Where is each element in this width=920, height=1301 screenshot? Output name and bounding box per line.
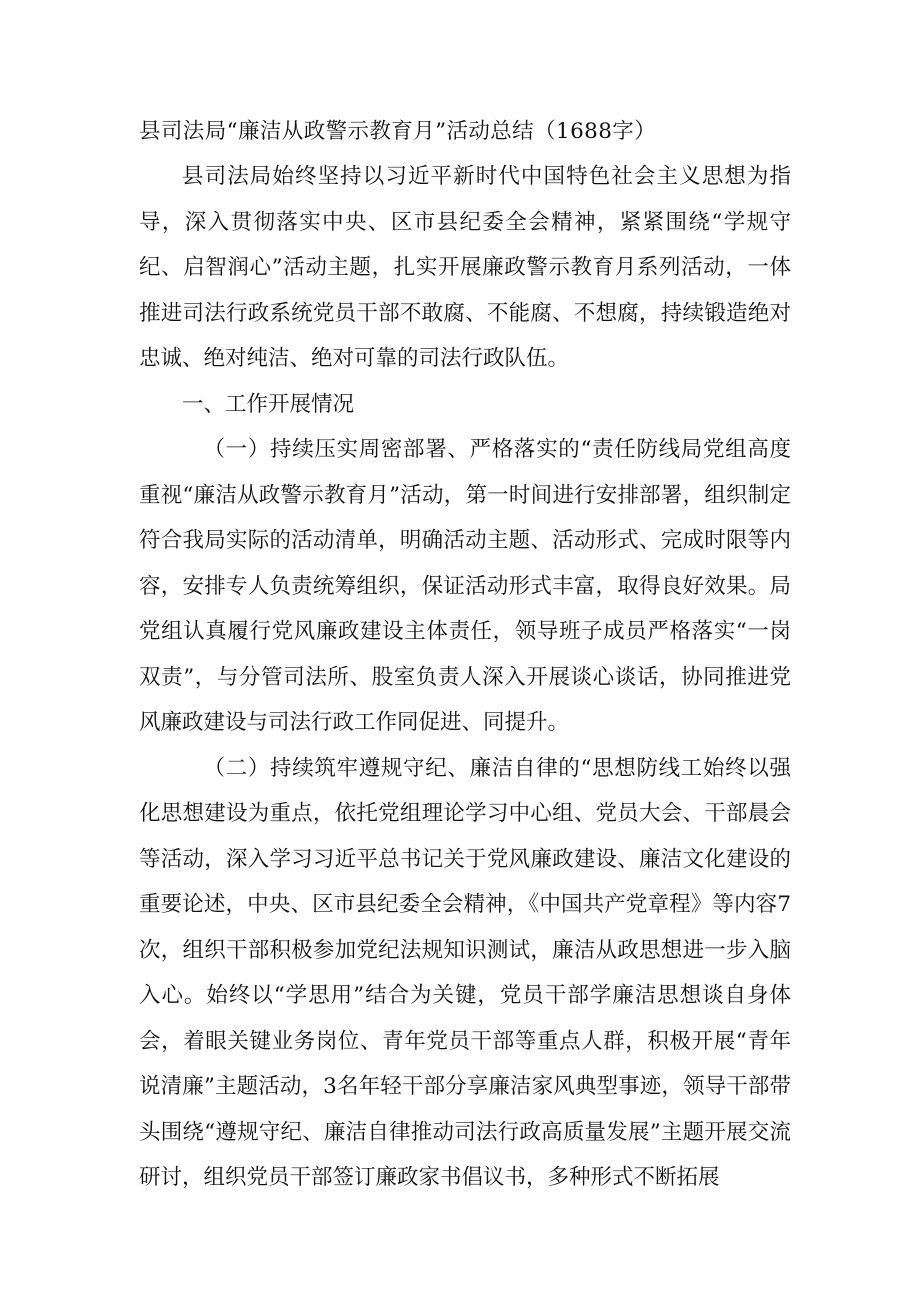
document-title: 县司法局“廉洁从政警示教育月”活动总结（1688字） xyxy=(139,119,657,144)
subsection-paragraph-2: （二）持续筑牢遵规守纪、廉洁自律的“思想防线工始终以强化思想建设为重点，依托党组理论学习中心组、党员大会、干部晨会等活动，深入学习习近平总书记关于党风廉政建设、廉洁文化建设的重要论述，中央、区市县纪委全会精神，《中国共产党章程》等内容7次，组织干部积极参加党纪法规知识测试，廉洁从政思想进一步入脑入心。始终以“学思用”结合为关键，党员干部学廉洁思想谈自身体会，着眼关键业务岗位、青年党员干部等重点人群，积极开展“青年说清廉”主题活动，3名年轻干部分享廉洁家风典型事迹，领导干部带头围绕“遵规守纪、廉洁自律推动司法行政高质量发展”主题开展交流研讨，组织党员干部签订廉政家书倡议书，多种形式不断拓展 xyxy=(139,755,791,1190)
document-body xyxy=(139,154,791,1201)
intro-paragraph: 县司法局始终坚持以习近平新时代中国特色社会主义思想为指导，深入贯彻落实中央、区市县纪委全会精神，紧紧围绕“学规守纪、启智润心”活动主题，扎实开展廉政警示教育月系列活动，一体推进司法行政系统党员干部不敢腐、不能腐、不想腐，持续锻造绝对忠诚、绝对纯洁、绝对可靠的司法行政队伍。 xyxy=(139,164,791,371)
subsection-paragraph-1: （一）持续压实周密部署、严格落实的“责任防线局党组高度重视“廉洁从政警示教育月”活动，第一时间进行安排部署，组织制定符合我局实际的活动清单，明确活动主题、活动形式、完成时限等内容，安排专人负责统筹组织，保证活动形式丰富，取得良好效果。局党组认真履行党风廉政建设主体责任，领导班子成员严格落实“一岗双责”，与分管司法所、股室负责人深入开展谈心谈话，协同推进党风廉政建设与司法行政工作同促进、同提升。 xyxy=(139,437,791,735)
section-heading-1: 一、工作开展情况 xyxy=(182,391,355,417)
